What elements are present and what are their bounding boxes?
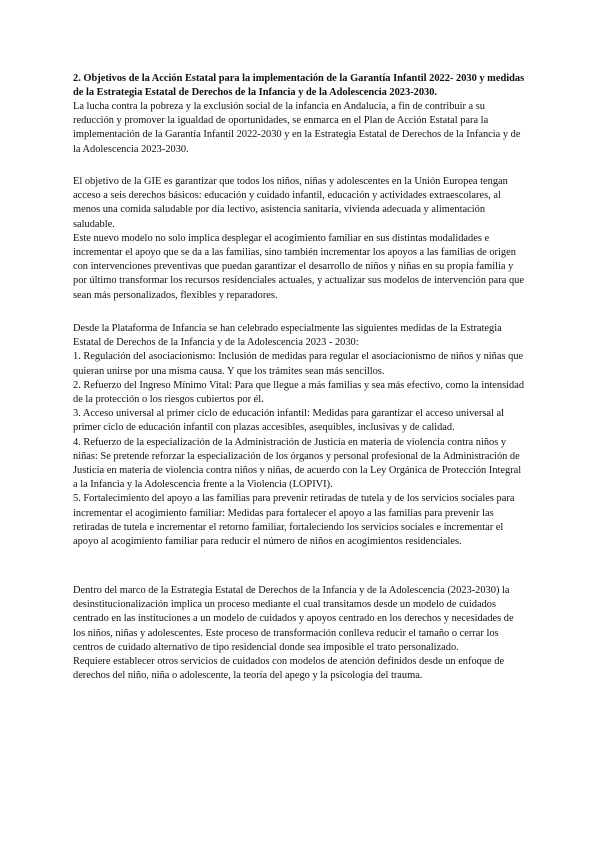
model-paragraph: Este nuevo modelo no solo implica desplegar el acogimiento familiar en sus distintas modalidades e incrementar el apoyo que se da a las familias, sino también incrementar los apoyos a las familias de origen con intervenciones preventivas que puedan garantizar el desarrollo de niños y niñas en su propia familia y por último transformar los recursos residenciales actuales, y actualizar sus modelos de intervención para que sean más personalizados, flexibles y reparadores. [73,232,524,301]
deinstitutionalization-paragraph: Dentro del marco de la Estrategia Estatal de Derechos de la Infancia y de la Adolescencia (2023-2030) la desinstitucionalización implica un proceso mediante el cual transitamos desde un modelo de cuidados centrado en las instituciones a un modelo de cuidados y apoyos centrado en los derechos y necesidades de los niños, niñas y adolescentes. Este proceso de transformación conlleva reducir el tamaño o cerrar los centros de cuidado alternativo de tipo residencial donde sea imposible el trato personalizado. [73,585,514,653]
measure-item: 4. Refuerzo de la especialización de la Administración de Justicia en materia de violencia contra niños y niñas: Se pretende reforzar la especialización de los órganos y personal profesional de la Administración de Justicia en materia de violencia contra niños y niñas, de acuerdo con la Ley Orgánica de Protección Integral a la Infancia y la Adolescencia frente a la Violencia (LOPIVI). [73,436,522,491]
deinstitutionalization-block [73,584,528,683]
measure-item: 3. Acceso universal al primer ciclo de educación infantil: Medidas para garantizar el acceso universal al primer ciclo de educación infantil con plazas accesibles, asequibles, inclusivas y de calidad. [73,408,505,434]
measures-block [73,322,528,549]
measure-item: 2. Refuerzo del Ingreso Mínimo Vital: Para que llegue a más familias y sea más efectivo, como la intensidad de la protección o los riesgos cubiertos por él. [73,379,525,406]
platform-intro-paragraph: Desde la Plataforma de Infancia se han celebrado especialmente las siguientes medidas de la Estrategia Estatal de Derechos de la Infancia y de la Adolescencia 2023 - 2030: [73,323,502,349]
measure-item: 5. Fortalecimiento del apoyo a las familias para prevenir retiradas de tutela y de los servicios sociales para incrementar el acogimiento familiar: Medidas para fortalecer el apoyo a las familias para prevenir las retiradas de tutela e incrementar el retorno familiar, fortaleciendo los servicios sociales e incrementar el apoyo al acogimiento familiar para reducir el número de niños en acogimientos residenciales. [73,493,515,548]
intro-paragraph: La lucha contra la pobreza y la exclusión social de la infancia en Andalucía, a fin de contribuir a su reducción y promover la igualdad de oportunidades, se enmarca en el Plan de Acción Estatal para la implementación de la Garantía Infantil 2022-2030 y en la Estrategia Estatal de Derechos de la Infancia y de la Adolescencia 2023-2030. [73,101,521,155]
requires-paragraph: Requiere establecer otros servicios de cuidados con modelos de atención definidos desde un enfoque de derechos del niño, niña o adolescente, la teoría del apego y la psicología del trauma. [73,656,505,682]
gie-block [73,175,528,303]
section-heading: 2. Objetivos de la Acción Estatal para la implementación de la Garantía Infantil 2022- 2030 y medidas de la Estrategia Estatal de Derechos de la Infancia y de la Adolescencia 2023-2030. [73,73,525,99]
gie-paragraph: El objetivo de la GIE es garantizar que todos los niños, niñas y adolescentes en la Unión Europea tengan acceso a seis derechos básicos: educación y cuidado infantil, educación y actividades extraescolares, al menos una comida saludable por día lectivo, asistencia sanitaria, vivienda adecuada y alimentación saludable. [73,176,508,230]
intro-block [73,100,528,157]
measure-item: 1. Regulación del asociacionismo: Inclusión de medidas para regular el asociacionismo de niños y niñas que quieran unirse por una misma causa. Y que los trámites sean más sencillos. [73,351,524,377]
